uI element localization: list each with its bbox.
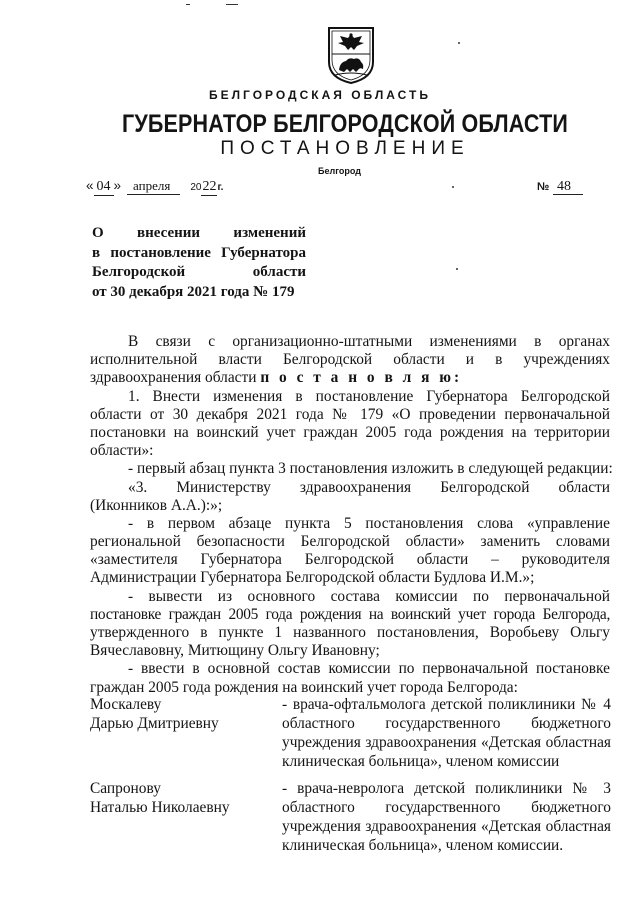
body-line: области от 30 декабря 2021 года № 179 «О проведении первоначальной (90, 405, 610, 423)
body-line (90, 369, 610, 387)
body-line: исполнительной власти Белгородской области и в учреждениях (90, 351, 610, 369)
body-line: «3. Министерству здравоохранения Белгородской области (128, 478, 610, 496)
body-line: Администрации Губернатора Белгородской области Будлова И.М.»; (90, 569, 535, 587)
number-label: № (537, 181, 550, 193)
belgorod-coat-of-arms-icon (326, 26, 376, 84)
document-subject (92, 224, 306, 302)
body-line: граждан 2005 года рождения на воинский учет города Белгорода: (90, 678, 518, 696)
document-type: ПОСТАНОВЛЕНИЕ (220, 138, 470, 159)
member-surname: Сапронову (90, 780, 161, 797)
body-line: утвержденного в пункте 1 названного постановления, Воробьеву Ольгу (90, 624, 610, 641)
body-line: постановке граждан 2005 года рождения на воинский учет города Белгорода, (90, 605, 610, 623)
document-body (90, 333, 613, 697)
document-number (537, 178, 583, 195)
body-line: В связи с организационно-штатными изменениями в органах (128, 333, 610, 350)
subject-line: от 30 декабря 2021 года № 179 (92, 283, 295, 300)
role-line: областного государственного бюджетного (282, 799, 611, 816)
role-line: - врача-невролога детской поликлиники № 3 (282, 780, 611, 797)
date-open-quote: « (86, 178, 94, 193)
role-line: клиническая больница», членом комиссии. (282, 837, 564, 854)
governor-title: ГУБЕРНАТОР БЕЛГОРОДСКОЙ ОБЛАСТИ (121, 110, 569, 138)
date-year-suffix: 22 (202, 179, 217, 194)
member-role (282, 695, 611, 771)
role-line: областного государственного бюджетного (282, 715, 611, 732)
role-line: учреждения здравоохранения «Детская областная (282, 818, 611, 835)
number-value: 48 (553, 179, 583, 195)
body-line: «заместителя Губернатора Белгородской области – руководителя (90, 551, 610, 569)
body-line: региональной безопасности Белгородской области» заменить словами (90, 533, 610, 551)
subject-line: О внесении изменений (92, 225, 306, 241)
region-heading: БЕЛГОРОДСКАЯ ОБЛАСТЬ (209, 88, 431, 102)
body-line-text: здравоохранения области (90, 369, 257, 387)
scan-speck (452, 186, 454, 188)
body-line: (Иконников А.А.):»; (90, 496, 223, 514)
scan-speck (456, 268, 458, 270)
scan-speck (458, 42, 460, 44)
scan-speck (226, 4, 238, 5)
date-year-unit: г. (217, 182, 224, 193)
body-line: - в первом абзаце пункта 5 постановления слова «управление (128, 514, 610, 532)
date-day: 04 (94, 179, 114, 196)
subject-line: в постановление Губернатора (92, 244, 306, 261)
city-name: Белгород (318, 166, 361, 176)
member-surname: Москалеву (90, 696, 162, 713)
document-date (86, 178, 223, 196)
date-close-quote: » (113, 178, 122, 193)
scan-speck (186, 4, 190, 5)
body-line: - первый абзац пункта 3 постановления изложить в следующей редакции: (128, 460, 613, 478)
role-line: учреждения здравоохранения «Детская областная (282, 734, 611, 751)
date-year-prefix: 20 (190, 182, 202, 193)
role-line: - врача-офтальмолога детской поликлиники № 4 (282, 696, 611, 713)
body-line: постановки на воинский учет граждан 2005 года рождения на территории (90, 423, 610, 441)
member-given-name: Дарью Дмитриевну (90, 715, 219, 732)
member-name (90, 779, 270, 817)
body-line: области»: (90, 442, 154, 460)
member-role (282, 779, 611, 855)
body-line: - ввести в основной состав комиссии по первоначальной постановке (128, 660, 610, 678)
body-line: Вячеславовну, Митющину Ольгу Ивановну; (90, 642, 380, 660)
resolve-word: п о с т а н о в л я ю: (260, 369, 463, 387)
date-month: апреля (127, 178, 180, 195)
body-line: - вывести из основного состава комиссии по первоначальной (128, 587, 610, 605)
role-line: клиническая больница», членом комиссии (282, 753, 560, 770)
body-line: 1. Внести изменения в постановление Губернатора Белгородской (128, 387, 610, 405)
subject-line: Белгородской области (92, 264, 306, 280)
member-name (90, 695, 270, 733)
member-given-name: Наталью Николаевну (90, 799, 230, 816)
